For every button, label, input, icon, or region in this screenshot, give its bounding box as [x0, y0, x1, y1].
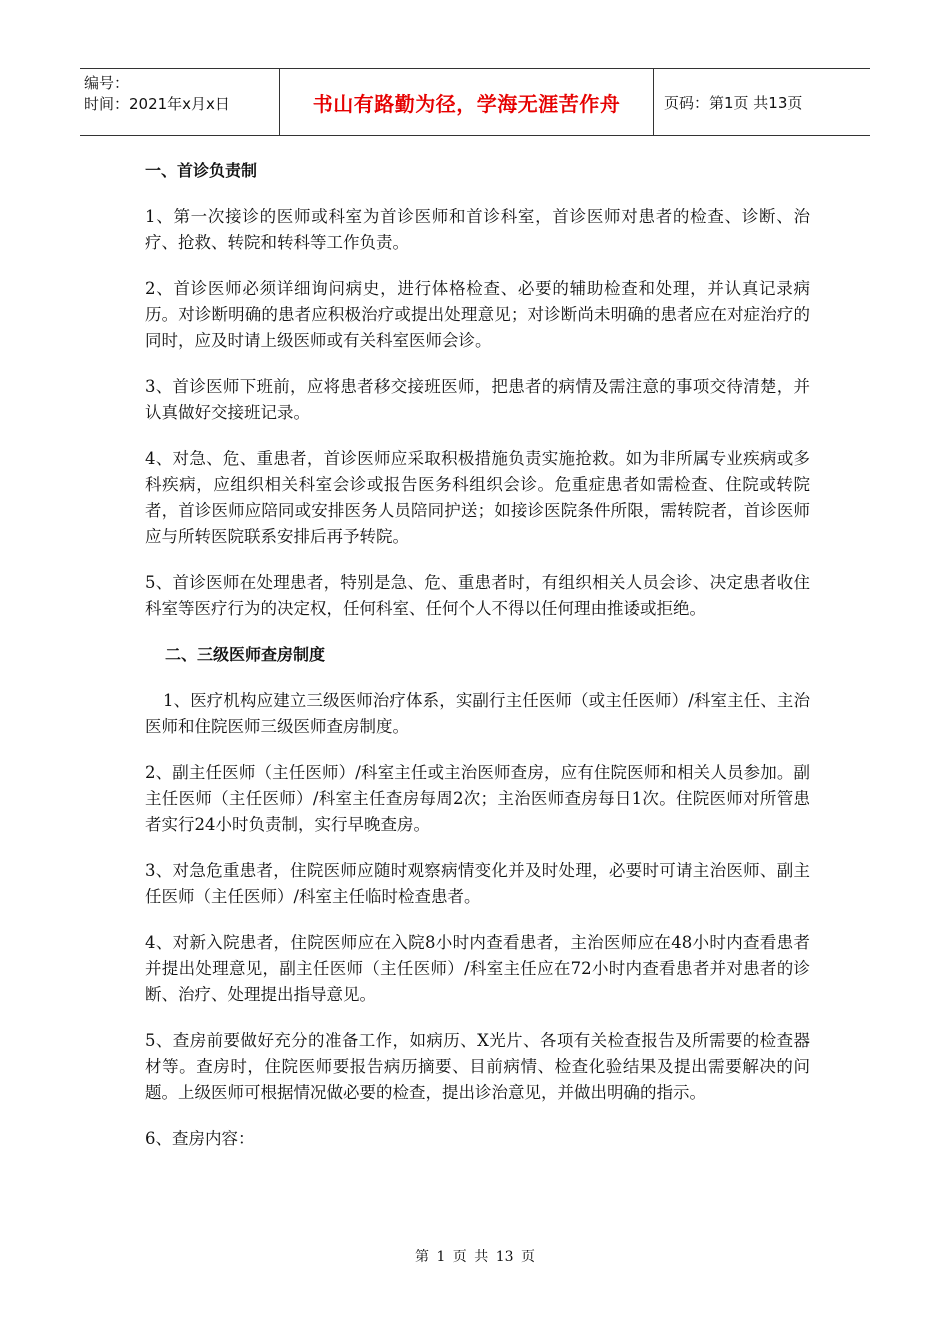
number-label: 编号：: [84, 74, 130, 92]
paragraph: 2、首诊医师必须详细询问病史，进行体格检查、必要的辅助检查和处理，并认真记录病历。对诊断明确的患者应积极治疗或提出处理意见；对诊断尚未明确的患者应在对症治疗的同时，应及时请上级医师或有关科室医师会诊。: [145, 279, 810, 350]
paragraph: 4、对急、危、重患者，首诊医师应采取积极措施负责实施抢救。如为非所属专业疾病或多科疾病，应组织相关科室会诊或报告医务科组织会诊。危重症患者如需检查、住院或转院者，首诊医师应陪同或安排医务人员陪同护送；如接诊医院条件所限，需转院者，首诊医师应与所转医院联系安排后再予转院。: [145, 449, 810, 546]
paragraph: 5、首诊医师在处理患者，特别是急、危、重患者时，有组织相关人员会诊、决定患者收住科室等医疗行为的决定权，任何科室、任何个人不得以任何理由推诿或拒绝。: [145, 573, 810, 618]
date-label: 时间：2021年x月x日: [84, 95, 230, 113]
page-footer: 第 1 页 共 13 页: [415, 1249, 535, 1265]
header-meta: [80, 69, 280, 135]
paragraph: 4、对新入院患者，住院医师应在入院8小时内查看患者，主治医师应在48小时内查看患者并提出处理意见，副主任医师（主任医师）/科室主任应在72小时内查看患者并对患者的诊断、治疗、处理提出指导意见。: [145, 933, 810, 1004]
section-title: 一、首诊负责制: [145, 161, 258, 180]
document-body: [145, 158, 810, 1172]
header-motto: 书山有路勤为径，学海无涯苦作舟: [280, 69, 654, 135]
paragraph: 1、第一次接诊的医师或科室为首诊医师和首诊科室，首诊医师对患者的检查、诊断、治疗、抢救、转院和转科等工作负责。: [145, 207, 810, 252]
paragraph: 6、查房内容：: [145, 1129, 255, 1148]
section-title: 二、三级医师查房制度: [165, 645, 326, 664]
paragraph: 1、医疗机构应建立三级医师治疗体系，实副行主任医师（或主任医师）/科室主任、主治医师和住院医师三级医师查房制度。: [145, 691, 810, 736]
header-page-info: 页码：第1页 共13页: [664, 93, 803, 112]
page-header: [80, 68, 870, 136]
paragraph: 5、查房前要做好充分的准备工作，如病历、X光片、各项有关检查报告及所需要的检查器材等。查房时，住院医师要报告病历摘要、目前病情、检查化验结果及提出需要解决的问题。上级医师可根据情况做必要的检查，提出诊治意见，并做出明确的指示。: [145, 1031, 810, 1102]
section-first-visit: [145, 158, 810, 622]
paragraph: 3、首诊医师下班前，应将患者移交接班医师，把患者的病情及需注意的事项交待清楚，并认真做好交接班记录。: [145, 377, 810, 422]
paragraph: 2、副主任医师（主任医师）/科室主任或主治医师查房，应有住院医师和相关人员参加。副主任医师（主任医师）/科室主任查房每周2次；主治医师查房每日1次。住院医师对所管患者实行24小时负责制，实行早晚查房。: [145, 763, 810, 834]
section-ward-rounds: [145, 642, 810, 1152]
paragraph: 3、对急危重患者，住院医师应随时观察病情变化并及时处理，必要时可请主治医师、副主任医师（主任医师）/科室主任临时检查患者。: [145, 861, 810, 906]
